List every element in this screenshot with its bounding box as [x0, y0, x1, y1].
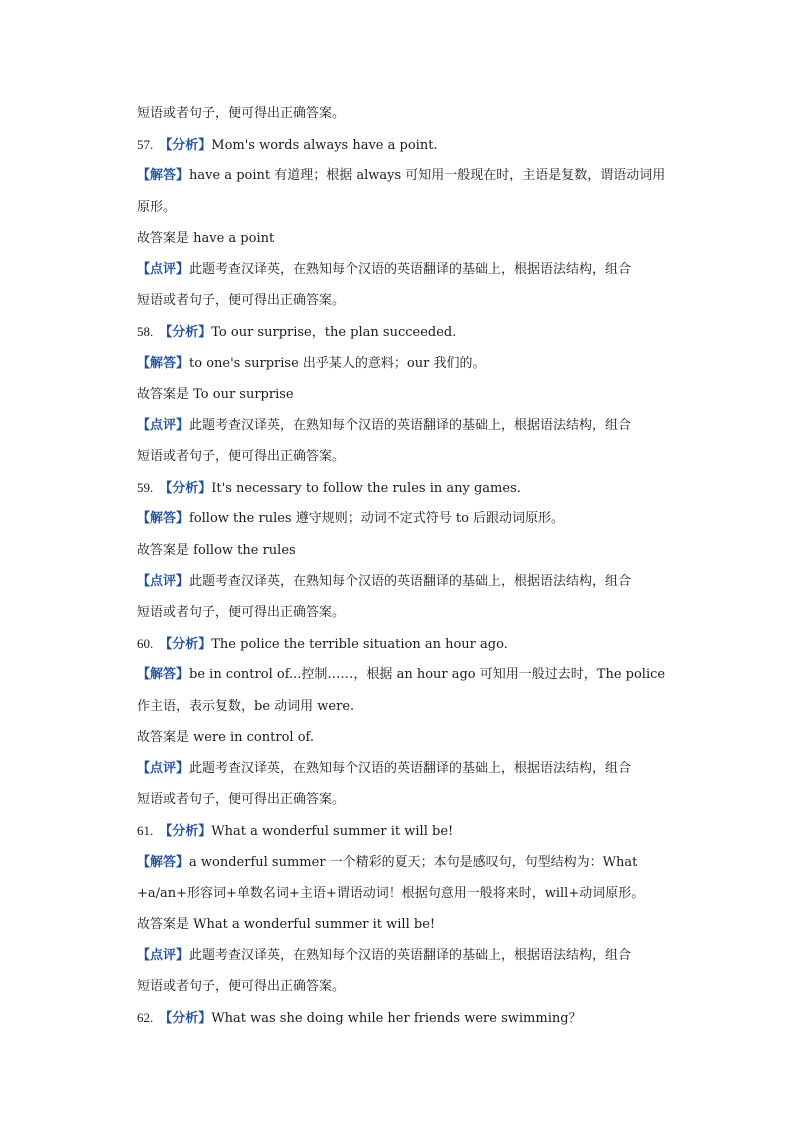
text-line: [137, 503, 677, 534]
text-line: [137, 316, 677, 347]
line-text: To our surprise，the plan succeeded.: [211, 325, 457, 341]
question-number: 59.: [137, 480, 154, 496]
section-tag: 【分析】: [159, 481, 212, 497]
text-line: [137, 379, 677, 410]
section-tag: 【分析】: [159, 637, 212, 653]
section-tag: 【点评】: [137, 261, 190, 277]
text-line: [137, 1002, 677, 1033]
section-tag: 【解答】: [137, 854, 190, 870]
line-text: Mom's words always have a point.: [211, 138, 438, 154]
line-text: 此题考查汉译英，在熟知每个汉语的英语翻译的基础上，根据语法结构，组合: [189, 573, 632, 589]
question-number: 62.: [137, 1010, 154, 1026]
section-tag: 【解答】: [137, 168, 190, 184]
line-text: 故答案是 To our surprise: [137, 386, 294, 402]
line-text: What a wonderful summer it will be!: [211, 824, 454, 840]
section-tag: 【点评】: [137, 948, 190, 964]
line-text: 此题考查汉译英，在熟知每个汉语的英语翻译的基础上，根据语法结构，组合: [189, 760, 632, 776]
answer-text-body: [137, 98, 677, 1034]
line-text: 故答案是 have a point: [137, 230, 275, 246]
line-text: 短语或者句子，便可得出正确答案。: [137, 979, 346, 995]
text-line: [137, 878, 677, 909]
line-text: be in control of...控制……，根据 an hour ago 可知用一般过去时，The police: [189, 667, 666, 683]
line-text: 短语或者句子，便可得出正确答案。: [137, 792, 346, 808]
line-text: 短语或者句子，便可得出正确答案。: [137, 106, 346, 121]
text-line: [137, 753, 677, 784]
text-line: [137, 597, 677, 628]
section-tag: 【点评】: [137, 760, 190, 776]
line-text: 故答案是 What a wonderful summer it will be!: [137, 916, 436, 932]
text-line: [137, 628, 677, 659]
text-line: [137, 98, 677, 129]
text-line: [137, 659, 677, 690]
text-line: [137, 223, 677, 254]
section-tag: 【分析】: [159, 325, 212, 341]
line-text: 故答案是 follow the rules: [137, 542, 296, 558]
line-text: have a point 有道理；根据 always 可知用一般现在时，主语是复数，谓语动词用: [189, 168, 666, 184]
line-text: What was she doing while her friends were swimming？: [211, 1011, 582, 1027]
text-line: [137, 192, 677, 223]
text-line: [137, 784, 677, 815]
section-tag: 【点评】: [137, 417, 190, 433]
line-text: 此题考查汉译英，在熟知每个汉语的英语翻译的基础上，根据语法结构，组合: [189, 417, 632, 433]
section-tag: 【解答】: [137, 355, 190, 371]
text-line: [137, 472, 677, 503]
question-number: 57.: [137, 137, 154, 153]
text-line: [137, 940, 677, 971]
text-line: [137, 254, 677, 285]
line-text: to one's surprise 出乎某人的意料；our 我们的。: [189, 355, 486, 371]
section-tag: 【分析】: [159, 138, 212, 154]
line-text: 故答案是 were in control of.: [137, 729, 314, 745]
text-line: [137, 815, 677, 846]
line-text: 此题考查汉译英，在熟知每个汉语的英语翻译的基础上，根据语法结构，组合: [189, 261, 632, 277]
line-text: The police the terrible situation an hour ago.: [211, 637, 508, 653]
text-line: [137, 909, 677, 940]
section-tag: 【解答】: [137, 667, 190, 683]
section-tag: 【点评】: [137, 573, 190, 589]
section-tag: 【分析】: [159, 1011, 212, 1027]
text-line: [137, 535, 677, 566]
text-line: [137, 441, 677, 472]
text-line: [137, 847, 677, 878]
line-text: +a/an+形容词+单数名词+主语+谓语动词！根据句意用一般将来时，will+动词原形。: [137, 885, 645, 901]
text-line: [137, 691, 677, 722]
question-number: 58.: [137, 324, 154, 340]
section-tag: 【解答】: [137, 511, 190, 527]
line-text: 短语或者句子，便可得出正确答案。: [137, 449, 346, 465]
line-text: 短语或者句子，便可得出正确答案。: [137, 605, 346, 620]
text-line: [137, 722, 677, 753]
text-line: [137, 410, 677, 441]
line-text: 此题考查汉译英，在熟知每个汉语的英语翻译的基础上，根据语法结构，组合: [189, 948, 632, 964]
line-text: 短语或者句子，便可得出正确答案。: [137, 293, 346, 309]
line-text: 原形。: [137, 199, 177, 215]
text-line: [137, 348, 677, 379]
question-number: 60.: [137, 636, 154, 652]
text-line: [137, 566, 677, 597]
line-text: 作主语，表示复数，be 动词用 were.: [137, 698, 355, 714]
line-text: a wonderful summer 一个精彩的夏天；本句是感叹句，句型结构为：What: [189, 854, 638, 870]
section-tag: 【分析】: [159, 824, 212, 840]
text-line: [137, 285, 677, 316]
question-number: 61.: [137, 823, 154, 839]
line-text: It's necessary to follow the rules in any games.: [211, 481, 521, 497]
text-line: [137, 129, 677, 160]
line-text: follow the rules 遵守规则；动词不定式符号 to 后跟动词原形。: [189, 511, 565, 527]
text-line: [137, 971, 677, 1002]
text-line: [137, 160, 677, 191]
